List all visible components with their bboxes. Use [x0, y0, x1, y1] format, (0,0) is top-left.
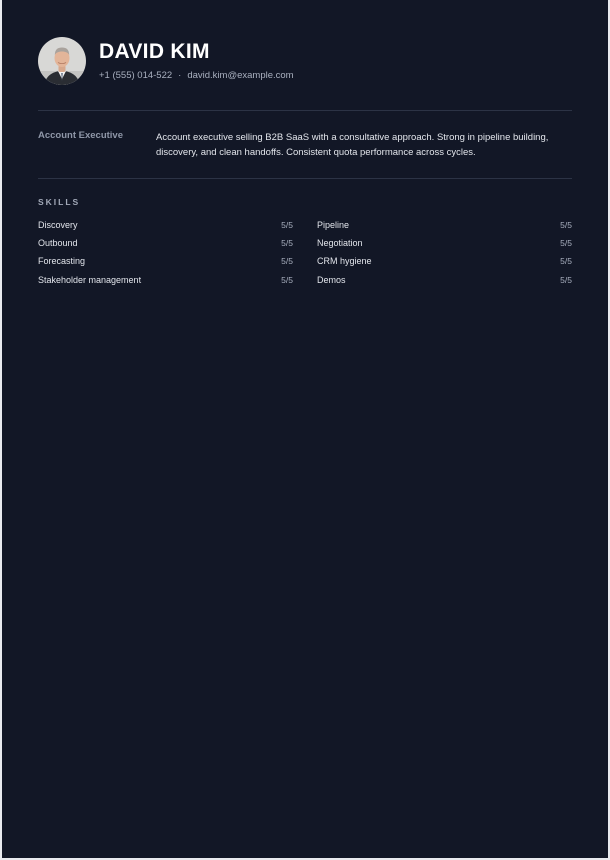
resume-page: [2, 0, 608, 858]
skill-level: 5/5: [560, 238, 572, 248]
profile-photo: [38, 37, 86, 85]
skill-level: 5/5: [560, 220, 572, 230]
skill-name: Discovery: [38, 220, 78, 230]
contact-separator: ·: [178, 70, 182, 81]
skill-item: [317, 219, 572, 231]
skill-level: 5/5: [281, 256, 293, 266]
skill-item: [317, 255, 572, 267]
skill-item: [38, 237, 293, 249]
skill-level: 5/5: [281, 220, 293, 230]
skill-item: [317, 237, 572, 249]
skill-name: Stakeholder management: [38, 275, 142, 285]
summary-text: Account executive selling B2B SaaS with a consultative approach. Strong in pipeline building, discovery, and clean handoffs. Consistent quota performance across cycles.: [156, 132, 549, 158]
skills-heading: SKILLS: [38, 197, 81, 207]
email-address: david.kim@example.com: [187, 70, 294, 81]
resume-header: [38, 37, 294, 85]
contact-line: [99, 70, 294, 82]
skill-name: CRM hygiene: [317, 256, 372, 266]
skill-item: [38, 274, 293, 286]
summary-section: [38, 130, 572, 160]
divider: [38, 178, 572, 179]
skill-name: Pipeline: [317, 220, 350, 230]
candidate-name: DAVID KIM: [99, 40, 210, 63]
skill-item: [38, 255, 293, 267]
skill-level: 5/5: [281, 238, 293, 248]
skill-name: Negotiation: [317, 238, 363, 248]
skill-item: [317, 274, 572, 286]
skill-name: Forecasting: [38, 256, 86, 266]
summary-title: Account Executive: [38, 130, 123, 141]
skill-level: 5/5: [560, 256, 572, 266]
divider: [38, 110, 572, 111]
skill-level: 5/5: [560, 275, 572, 285]
skill-level: 5/5: [281, 275, 293, 285]
skill-item: [38, 219, 293, 231]
phone-number: +1 (555) 014-522: [99, 70, 173, 81]
skill-name: Outbound: [38, 238, 78, 248]
skill-name: Demos: [317, 275, 346, 285]
